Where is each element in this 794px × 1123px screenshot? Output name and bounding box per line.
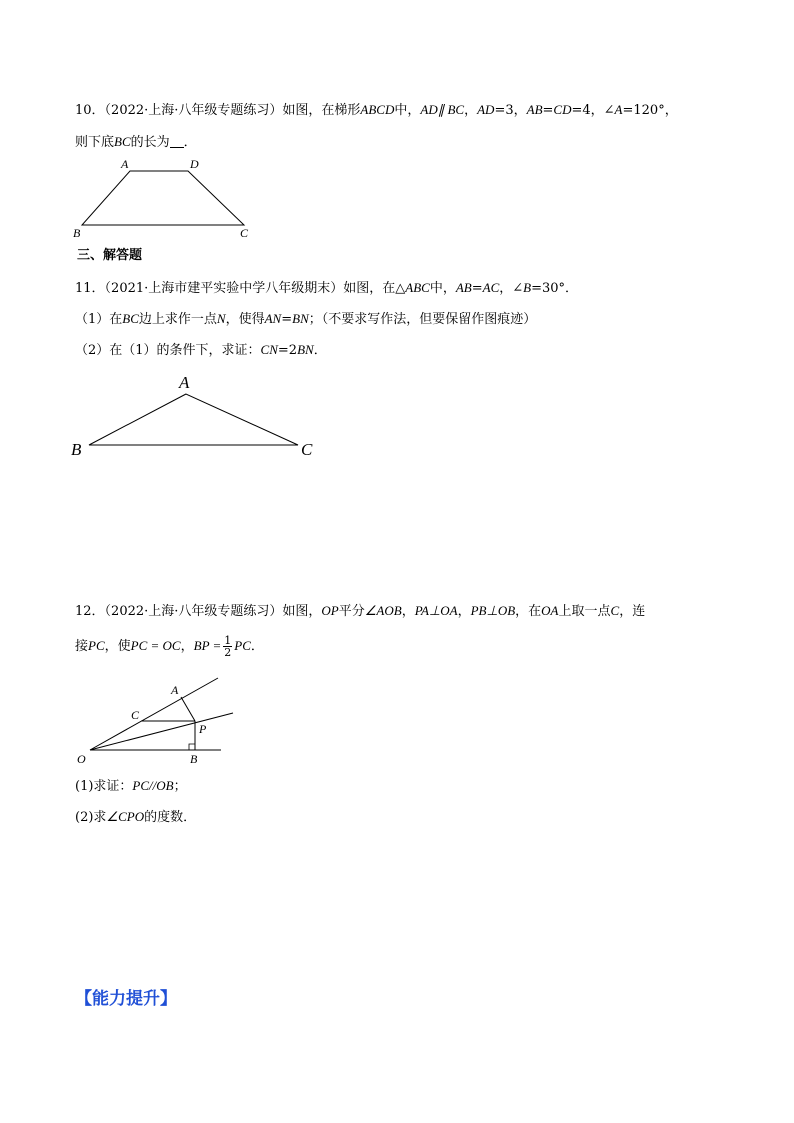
text: ，在 (515, 604, 542, 619)
triangle-figure (71, 373, 313, 459)
text: ； (173, 779, 187, 794)
text: ， (464, 103, 478, 118)
q10-number: 10． (75, 103, 105, 118)
math: PC//OB (132, 778, 174, 793)
fig-label-p: P (199, 722, 207, 736)
text: 则下底 (75, 135, 115, 150)
text: （1）在 (75, 312, 123, 327)
fraction-denominator: 2 (224, 646, 232, 659)
text: ，使 (104, 639, 131, 654)
trap-label-a: A (121, 157, 129, 171)
text: = (471, 281, 483, 296)
text: =120°， (622, 103, 678, 118)
math: BC (114, 134, 131, 149)
fraction-half (223, 635, 232, 658)
fig-label-a: A (171, 683, 179, 697)
trap-label-b: B (73, 226, 81, 240)
q11-number: 11． (75, 281, 105, 296)
q12-sub1 (75, 777, 187, 796)
text: ，连 (619, 604, 646, 619)
math: AD (477, 102, 495, 117)
math: ABC (405, 280, 430, 295)
math: PA⊥OA (414, 603, 458, 618)
math: CN (260, 342, 278, 357)
text: ． (183, 135, 197, 150)
text: ． (250, 639, 264, 654)
text: （2）在（1）的条件下，求证： (75, 343, 261, 358)
q12-sub2 (75, 808, 196, 827)
text: ；（不要求写作法，但要保留作图痕迹） (308, 312, 537, 327)
math: PC = OC (130, 638, 181, 653)
math: C (610, 603, 620, 618)
right-angle-b (189, 744, 195, 750)
math: AB (526, 102, 543, 117)
q11-part2 (75, 341, 327, 360)
trap-label-d: D (190, 157, 199, 171)
math: OA (541, 603, 559, 618)
text: ． (313, 343, 327, 358)
math: N (216, 311, 226, 326)
math: CD (553, 102, 572, 117)
trapezoid-figure (73, 157, 249, 240)
ability-heading: 【能力提升】 (75, 989, 177, 1009)
math: ABCD (360, 102, 395, 117)
text: ，使得 (225, 312, 265, 327)
text: 中， (394, 103, 421, 118)
text: ， (180, 639, 194, 654)
text: =4，∠ (571, 103, 615, 118)
text: = (542, 103, 554, 118)
q12-line1 (75, 602, 645, 621)
math: BC (122, 311, 139, 326)
math: PC (88, 638, 105, 653)
triangle-shape (89, 394, 298, 445)
tri-label-c: C (301, 440, 313, 459)
text: ， (401, 604, 415, 619)
text: 接 (75, 639, 89, 654)
math: AB (455, 280, 472, 295)
math: AC (482, 280, 500, 295)
section-heading: 三、解答题 (77, 248, 143, 263)
q10-source: （2022·上海·八年级专题练习） (104, 103, 283, 118)
q12-line2 (75, 634, 264, 659)
text: =2 (277, 343, 298, 358)
text: 平分 (338, 604, 365, 619)
q11-source: （2021·上海市建平实验中学八年级期末） (104, 281, 344, 296)
text: 的度数． (144, 810, 197, 825)
fig-label-b: B (190, 752, 198, 766)
text: 中， (429, 281, 456, 296)
text: 边上求作一点 (138, 312, 217, 327)
math: PC (234, 638, 251, 653)
math: BN (292, 311, 309, 326)
fig-label-o: O (77, 752, 86, 766)
text: (1)求证： (75, 779, 133, 794)
text: 如图，在梯形 (282, 103, 361, 118)
tri-label-b: B (71, 440, 82, 459)
math: AD∥ BC (420, 102, 465, 117)
text: 如图， (282, 604, 322, 619)
q11-part1 (75, 310, 536, 329)
q12-number: 12． (75, 604, 105, 619)
ray-oa (90, 678, 218, 750)
math: A (614, 102, 623, 117)
fraction-numerator: 1 (224, 634, 232, 647)
q11-line1 (75, 279, 578, 298)
text: 上取一点 (558, 604, 611, 619)
ray-op (90, 713, 233, 750)
text: =3， (494, 103, 527, 118)
tri-label-a: A (179, 373, 190, 392)
text: = (281, 312, 293, 327)
math: ∠AOB (364, 603, 402, 618)
q12-source: （2022·上海·八年级专题练习） (104, 604, 283, 619)
text: (2)求 (75, 810, 107, 825)
fig-label-c: C (131, 708, 140, 722)
math: AN (264, 311, 282, 326)
trap-label-c: C (240, 226, 249, 240)
text: 的长为 (130, 135, 170, 150)
math: OP (321, 603, 339, 618)
segment-pa (181, 697, 195, 721)
text: ， (457, 604, 471, 619)
math: B (523, 280, 532, 295)
bisector-figure (77, 678, 233, 766)
text: =30°． (531, 281, 579, 296)
text: 如图，在△ (343, 281, 406, 296)
math: ∠CPO (106, 809, 145, 824)
math: BN (297, 342, 314, 357)
text: ，∠ (499, 281, 524, 296)
math: BP = (193, 638, 222, 653)
math: PB⊥OB (470, 603, 516, 618)
trapezoid-shape (82, 171, 244, 225)
